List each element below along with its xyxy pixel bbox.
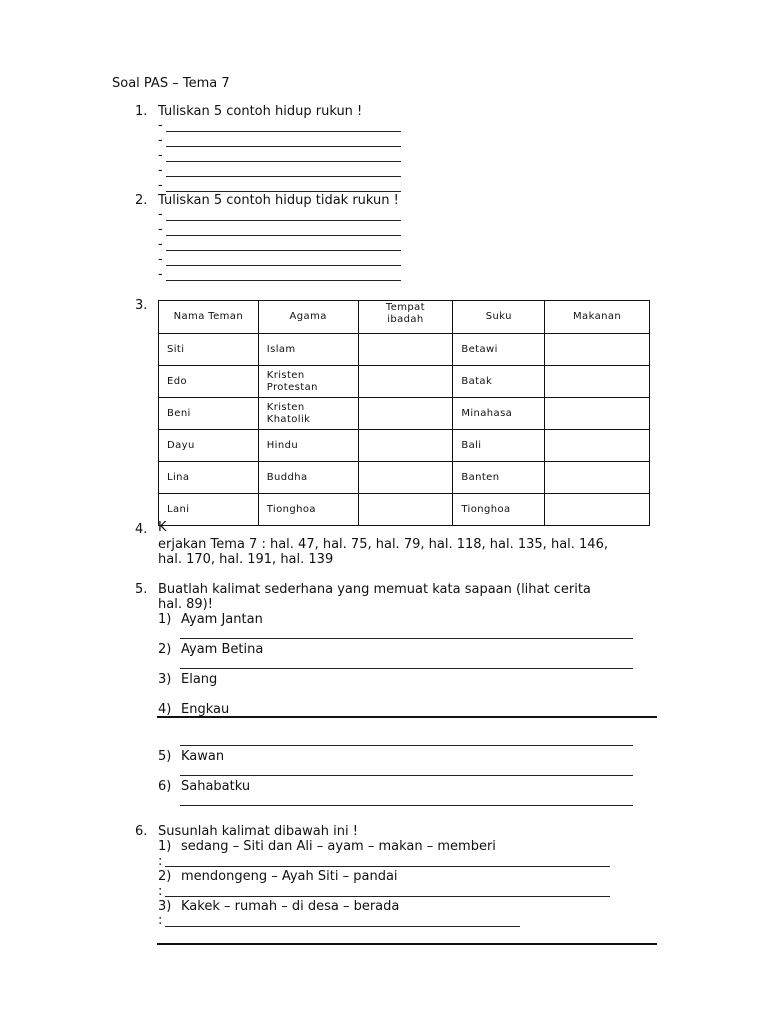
- header-ibadah-line: ibadah: [387, 314, 424, 325]
- cell-makanan[interactable]: [545, 366, 650, 398]
- answer-dash: -: [158, 237, 163, 252]
- cell-suku: Bali: [453, 430, 545, 462]
- cell-agama: [258, 494, 358, 526]
- cell-makanan[interactable]: [545, 334, 650, 366]
- answer-dash: -: [158, 148, 163, 163]
- header-agama: Agama: [258, 301, 358, 334]
- agama-line: Tionghoa: [266, 503, 316, 515]
- cell-nama: Dayu: [159, 430, 259, 462]
- table-row: [159, 398, 650, 430]
- question-number: 1.: [135, 104, 148, 119]
- cell-nama: Siti: [159, 334, 259, 366]
- question-number: 3.: [135, 298, 148, 313]
- answer-colon: :: [158, 913, 163, 928]
- item-text: sedang – Siti dan Ali – ayam – makan – memberi: [181, 839, 496, 854]
- cell-agama: [258, 334, 358, 366]
- answer-line[interactable]: [166, 161, 401, 162]
- item-number: 1): [158, 839, 172, 854]
- cell-agama: [258, 366, 358, 398]
- cell-agama: [258, 462, 358, 494]
- table-row: [159, 430, 650, 462]
- answer-dash: -: [158, 222, 163, 237]
- cell-tempat-ibadah[interactable]: [358, 366, 453, 398]
- answer-line[interactable]: [166, 131, 401, 132]
- cell-agama: [258, 430, 358, 462]
- answer-colon: :: [158, 884, 163, 899]
- table-row: [159, 462, 650, 494]
- item-word: Kawan: [181, 749, 225, 764]
- cell-nama: Beni: [159, 398, 259, 430]
- question-text: Susunlah kalimat dibawah ini !: [158, 824, 358, 839]
- cell-makanan[interactable]: [545, 430, 650, 462]
- item-word: Elang: [181, 672, 218, 687]
- item-number: 2): [158, 869, 172, 884]
- item-word: Ayam Betina: [181, 642, 264, 657]
- header-tempat-ibadah: [358, 301, 453, 334]
- question-number: 4.: [135, 522, 148, 537]
- answer-line[interactable]: [166, 250, 401, 251]
- answer-line[interactable]: [166, 265, 401, 266]
- question-text-line: Buatlah kalimat sederhana yang memuat kata sapaan (lihat cerita: [158, 582, 591, 597]
- answer-line[interactable]: [180, 668, 633, 669]
- cell-suku: Betawi: [453, 334, 545, 366]
- agama-line: Khatolik: [266, 413, 311, 425]
- cell-suku: Banten: [453, 462, 545, 494]
- answer-line[interactable]: [166, 191, 401, 192]
- header-makanan: Makanan: [545, 301, 650, 334]
- cell-nama: Lina: [159, 462, 259, 494]
- cell-tempat-ibadah[interactable]: [358, 462, 453, 494]
- item-word: Engkau: [181, 702, 230, 717]
- question-number: 6.: [135, 824, 148, 839]
- header-nama-teman: Nama Teman: [159, 301, 259, 334]
- item-number: 6): [158, 779, 172, 794]
- answer-dash: -: [158, 118, 163, 133]
- question-text-line: erjakan Tema 7 : hal. 47, hal. 75, hal. 79, hal. 118, hal. 135, hal. 146,: [158, 537, 608, 552]
- answer-dash: -: [158, 207, 163, 222]
- answer-dash: -: [158, 267, 163, 282]
- agama-line: Buddha: [266, 471, 308, 483]
- header-suku: Suku: [453, 301, 545, 334]
- item-number: 2): [158, 642, 172, 657]
- answer-line[interactable]: [166, 146, 401, 147]
- question-text: Tuliskan 5 contoh hidup tidak rukun !: [158, 193, 399, 208]
- agama-line: Islam: [266, 343, 296, 355]
- religion-table: [158, 300, 650, 526]
- table-header-row: [159, 301, 650, 334]
- item-number: 5): [158, 749, 172, 764]
- answer-line[interactable]: [166, 220, 401, 221]
- answer-line[interactable]: [165, 866, 610, 867]
- cell-tempat-ibadah[interactable]: [358, 334, 453, 366]
- cell-tempat-ibadah[interactable]: [358, 398, 453, 430]
- header-tempat-line: Tempat: [385, 302, 425, 313]
- question-number: 2.: [135, 193, 148, 208]
- question-text-line: hal. 170, hal. 191, hal. 139: [158, 552, 334, 567]
- agama-line: Protestan: [266, 381, 318, 393]
- table-row: [159, 334, 650, 366]
- item-number: 3): [158, 899, 172, 914]
- item-text: mendongeng – Ayah Siti – pandai: [181, 869, 398, 884]
- item-text: Kakek – rumah – di desa – berada: [181, 899, 400, 914]
- item-number: 4): [158, 702, 172, 717]
- agama-line: Hindu: [266, 439, 299, 451]
- cell-suku: Tionghoa: [453, 494, 545, 526]
- question-initial-letter: K: [158, 520, 167, 535]
- item-word: Ayam Jantan: [181, 612, 263, 627]
- answer-line[interactable]: [157, 716, 657, 718]
- cell-agama: [258, 398, 358, 430]
- cell-makanan[interactable]: [545, 398, 650, 430]
- answer-line[interactable]: [166, 176, 401, 177]
- table-row: [159, 494, 650, 526]
- answer-dash: -: [158, 133, 163, 148]
- answer-line[interactable]: [166, 280, 401, 281]
- question-number: 5.: [135, 582, 148, 597]
- question-text-line: hal. 89)!: [158, 597, 213, 612]
- answer-line[interactable]: [180, 805, 633, 806]
- item-number: 1): [158, 612, 172, 627]
- cell-nama: Edo: [159, 366, 259, 398]
- cell-suku: Minahasa: [453, 398, 545, 430]
- question-text: Tuliskan 5 contoh hidup rukun !: [158, 104, 363, 119]
- item-number: 3): [158, 672, 172, 687]
- table-row: [159, 366, 650, 398]
- cell-tempat-ibadah[interactable]: [358, 494, 453, 526]
- cell-nama: Lani: [159, 494, 259, 526]
- answer-line[interactable]: [180, 638, 633, 639]
- answer-dash: -: [158, 252, 163, 267]
- answer-line[interactable]: [157, 943, 657, 945]
- agama-line: Kristen: [266, 401, 305, 413]
- answer-dash: -: [158, 178, 163, 193]
- cell-tempat-ibadah[interactable]: [358, 430, 453, 462]
- answer-line[interactable]: [165, 896, 610, 897]
- answer-line[interactable]: [180, 745, 633, 746]
- page-title: Soal PAS – Tema 7: [112, 76, 230, 91]
- item-word: Sahabatku: [181, 779, 251, 794]
- cell-suku: Batak: [453, 366, 545, 398]
- agama-line: Kristen: [266, 369, 305, 381]
- answer-line[interactable]: [166, 235, 401, 236]
- answer-colon: :: [158, 854, 163, 869]
- answer-line[interactable]: [180, 775, 633, 776]
- cell-makanan[interactable]: [545, 462, 650, 494]
- answer-dash: -: [158, 163, 163, 178]
- answer-line[interactable]: [165, 926, 520, 927]
- cell-makanan[interactable]: [545, 494, 650, 526]
